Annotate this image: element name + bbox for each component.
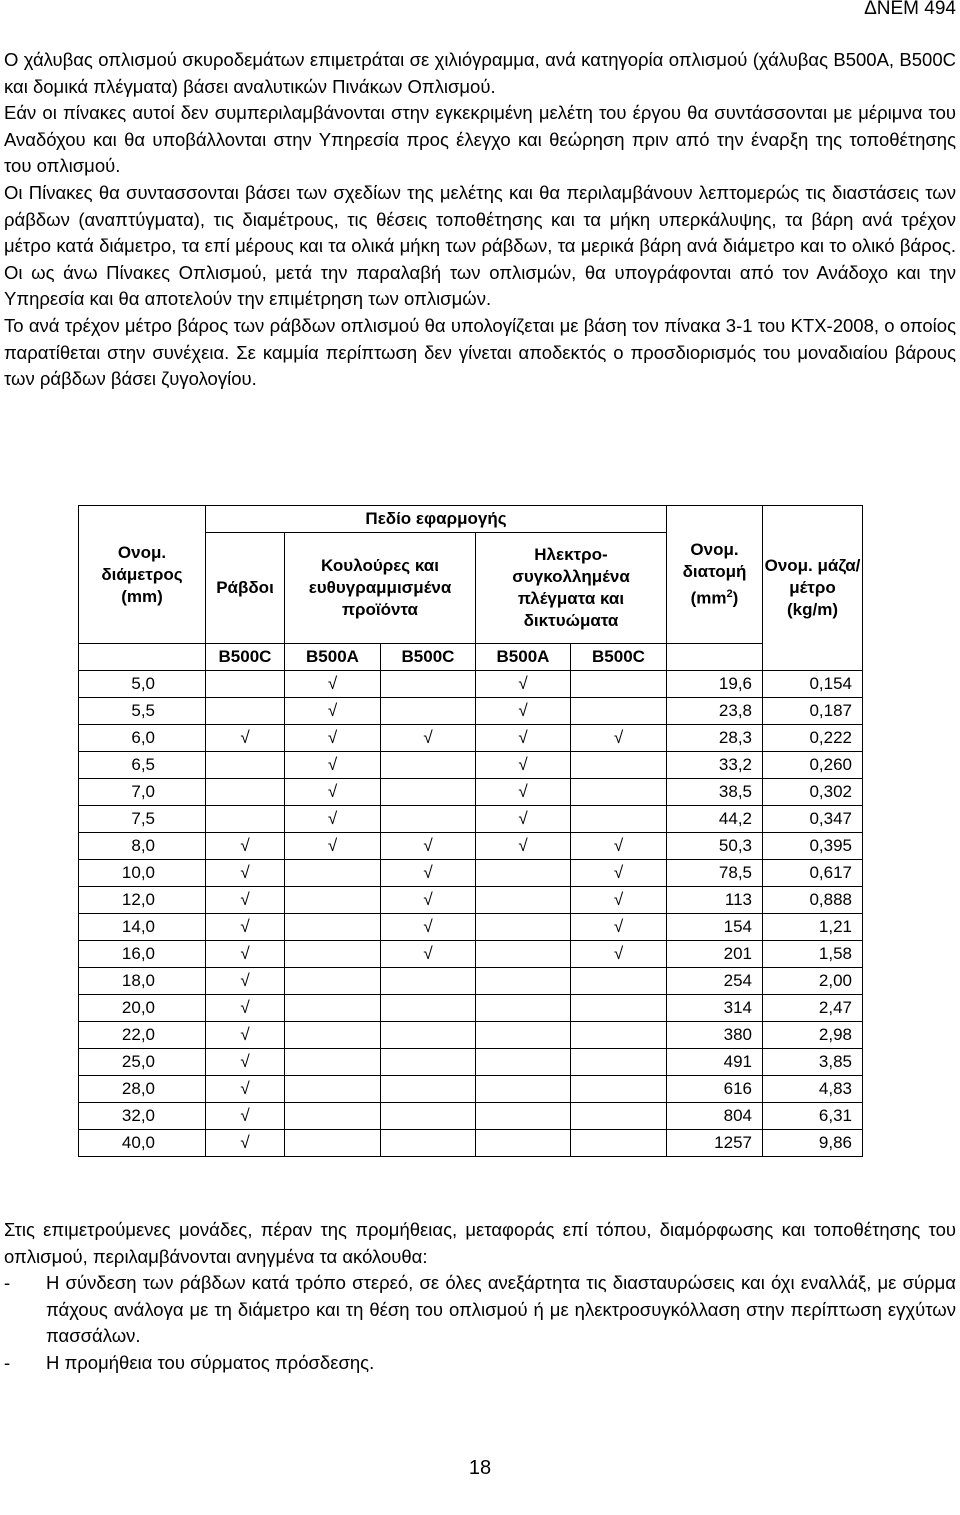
mass-cell: 2,98 [763, 1022, 863, 1049]
diameter-cell: 18,0 [79, 968, 206, 995]
check-cell: √ [381, 833, 476, 860]
mass-cell: 1,58 [763, 941, 863, 968]
check-cell: √ [476, 725, 571, 752]
list-item [4, 1270, 956, 1350]
header-coils: Κουλούρες και ευθυγραμμισμένα προϊόντα [285, 533, 476, 644]
section-cell: 50,3 [667, 833, 763, 860]
diameter-cell: 7,0 [79, 779, 206, 806]
check-cell: √ [206, 1076, 285, 1103]
check-cell: √ [381, 941, 476, 968]
check-cell [571, 779, 667, 806]
paragraph: Εάν οι πίνακες αυτοί δεν συμπεριλαμβάνονται στην εγκεκριμένη μελέτη του έργου θα συντάσσονται με μέριμνα του Αναδόχου και θα υποβάλλονται στην Υπηρεσία προς έλεγχο και θεώρηση πριν από την έναρξη της τοποθέτησης του οπλισμού. [4, 102, 956, 177]
check-cell [381, 1022, 476, 1049]
section-cell: 616 [667, 1076, 763, 1103]
section-cell: 33,2 [667, 752, 763, 779]
mass-cell: 0,222 [763, 725, 863, 752]
check-cell: √ [206, 860, 285, 887]
table-row [79, 1022, 863, 1049]
check-cell: √ [571, 941, 667, 968]
check-cell: √ [476, 671, 571, 698]
table-row [79, 1130, 863, 1157]
check-cell [571, 671, 667, 698]
grade-cell: B500C [571, 644, 667, 671]
check-cell [476, 1076, 571, 1103]
check-cell [381, 968, 476, 995]
diameter-cell: 40,0 [79, 1130, 206, 1157]
check-cell [476, 968, 571, 995]
table-row [79, 779, 863, 806]
check-cell [571, 1022, 667, 1049]
check-cell: √ [206, 941, 285, 968]
section-cell: 38,5 [667, 779, 763, 806]
mass-cell: 0,154 [763, 671, 863, 698]
check-cell [381, 1049, 476, 1076]
table-row [79, 941, 863, 968]
check-cell [571, 968, 667, 995]
notes-intro: Στις επιμετρούμενες μονάδες, πέραν της προμήθειας, μεταφοράς επί τόπου, διαμόρφωσης και τοποθέτησης του οπλισμού, περιλαμβάνονται ανηγμένα τα ακόλουθα: [4, 1219, 956, 1267]
check-cell: √ [381, 887, 476, 914]
mass-cell: 4,83 [763, 1076, 863, 1103]
section-cell: 78,5 [667, 860, 763, 887]
notes [4, 1217, 956, 1377]
diameter-cell: 20,0 [79, 995, 206, 1022]
mass-cell: 1,21 [763, 914, 863, 941]
mass-cell: 0,617 [763, 860, 863, 887]
check-cell: √ [381, 860, 476, 887]
table-row [79, 995, 863, 1022]
check-cell [381, 995, 476, 1022]
section-cell: 28,3 [667, 725, 763, 752]
dash-marker: - [4, 1272, 11, 1294]
list-item-text: Η σύνδεση των ράβδων κατά τρόπο στερεό, σε όλες ανεξάρτητα τις διασταυρώσεις και όχι εναλλάξ, με σύρμα πάχους ανάλογα με τη διάμετρο και τη θέση του οπλισμού ή με ηλεκτροσυγκόλλαση στην περίπτωση εγχύτων πασσάλων. [46, 1272, 956, 1347]
diameter-cell: 32,0 [79, 1103, 206, 1130]
check-cell [285, 941, 381, 968]
diameter-cell: 10,0 [79, 860, 206, 887]
check-cell: √ [285, 779, 381, 806]
header-section-blank [667, 644, 763, 671]
check-cell: √ [285, 806, 381, 833]
check-cell: √ [206, 1130, 285, 1157]
section-cell: 1257 [667, 1130, 763, 1157]
check-cell [285, 968, 381, 995]
check-cell [476, 914, 571, 941]
header-mass: Ονομ. μάζα/ μέτρο (kg/m) [763, 506, 863, 671]
check-cell: √ [571, 725, 667, 752]
mass-cell: 2,47 [763, 995, 863, 1022]
mass-cell: 0,260 [763, 752, 863, 779]
diameter-cell: 5,0 [79, 671, 206, 698]
diameter-cell: 5,5 [79, 698, 206, 725]
table-row [79, 725, 863, 752]
section-cell: 201 [667, 941, 763, 968]
mass-cell: 6,31 [763, 1103, 863, 1130]
paragraph: Ο χάλυβας οπλισμού σκυροδεμάτων επιμετράται σε χιλιόγραμμα, ανά κατηγορία οπλισμού (χάλυβας B500A, B500C και δομικά πλέγματα) βάσει αναλυτικών Πινάκων Οπλισμού. [4, 49, 956, 97]
check-cell [476, 887, 571, 914]
check-cell: √ [571, 887, 667, 914]
grade-cell: B500A [285, 644, 381, 671]
section-cell: 804 [667, 1103, 763, 1130]
check-cell: √ [206, 725, 285, 752]
mass-cell: 0,187 [763, 698, 863, 725]
section-cell: 380 [667, 1022, 763, 1049]
check-cell: √ [206, 833, 285, 860]
check-cell: √ [476, 752, 571, 779]
grade-cell: B500C [381, 644, 476, 671]
check-cell [206, 752, 285, 779]
check-cell [571, 1049, 667, 1076]
check-cell: √ [381, 914, 476, 941]
check-cell [285, 1130, 381, 1157]
check-cell [285, 1049, 381, 1076]
check-cell: √ [476, 779, 571, 806]
table-row [79, 914, 863, 941]
rebar-table [78, 505, 863, 1157]
check-cell [571, 806, 667, 833]
check-cell [476, 995, 571, 1022]
dash-marker: - [4, 1351, 11, 1373]
check-cell [476, 860, 571, 887]
table-row [79, 833, 863, 860]
header-mesh: Ηλεκτρο-συγκολλημένα πλέγματα και δικτυώματα [476, 533, 667, 644]
table-row [79, 698, 863, 725]
check-cell [476, 1049, 571, 1076]
check-cell: √ [285, 752, 381, 779]
check-cell [285, 1076, 381, 1103]
check-cell [381, 1130, 476, 1157]
check-cell [285, 914, 381, 941]
table-row [79, 671, 863, 698]
mass-cell: 9,86 [763, 1130, 863, 1157]
header-field: Πεδίο εφαρμογής [206, 506, 667, 533]
check-cell [206, 806, 285, 833]
table-row [79, 1049, 863, 1076]
check-cell [206, 698, 285, 725]
check-cell [285, 1022, 381, 1049]
diameter-cell: 28,0 [79, 1076, 206, 1103]
table-row [79, 1076, 863, 1103]
table-row [79, 887, 863, 914]
check-cell [285, 1103, 381, 1130]
check-cell: √ [285, 671, 381, 698]
check-cell [381, 698, 476, 725]
table-row [79, 1103, 863, 1130]
check-cell [476, 941, 571, 968]
list-item-text: Η προμήθεια του σύρματος πρόσδεσης. [46, 1351, 375, 1373]
section-cell: 314 [667, 995, 763, 1022]
page-number: 18 [468, 1457, 492, 1479]
check-cell [285, 860, 381, 887]
check-cell: √ [476, 698, 571, 725]
check-cell: √ [285, 725, 381, 752]
diameter-cell: 7,5 [79, 806, 206, 833]
header-section: Ονομ. διατομή $(mm^2)$ [667, 506, 763, 644]
mass-cell: 0,395 [763, 833, 863, 860]
intro-text [4, 47, 956, 393]
check-cell [571, 995, 667, 1022]
header-diameter-blank [79, 644, 206, 671]
diameter-cell: 6,5 [79, 752, 206, 779]
check-cell [571, 1076, 667, 1103]
check-cell [381, 806, 476, 833]
check-cell: √ [206, 968, 285, 995]
check-cell: √ [206, 1022, 285, 1049]
diameter-cell: 6,0 [79, 725, 206, 752]
table-row [79, 752, 863, 779]
check-cell [381, 1076, 476, 1103]
check-cell [285, 887, 381, 914]
check-cell: √ [206, 1103, 285, 1130]
check-cell [571, 1130, 667, 1157]
check-cell [381, 1103, 476, 1130]
mass-cell: 0,888 [763, 887, 863, 914]
check-cell [206, 779, 285, 806]
check-cell: √ [206, 1049, 285, 1076]
paragraph: Το ανά τρέχον μέτρο βάρος των ράβδων οπλισμού θα υπολογίζεται με βάση τον πίνακα 3-1 του ΚΤΧ-2008, ο οποίος παρατίθεται στην συνέχεια. Σε καμμία περίπτωση δεν γίνεται αποδεκτός ο προσδιορισμός του μοναδιαίου βάρους των ράβδων βάσει ζυγολογίου. [4, 314, 956, 390]
section-cell: 19,6 [667, 671, 763, 698]
section-cell: 23,8 [667, 698, 763, 725]
grade-cell: B500C [206, 644, 285, 671]
check-cell: √ [476, 833, 571, 860]
section-cell: 44,2 [667, 806, 763, 833]
mass-cell: 3,85 [763, 1049, 863, 1076]
check-cell [571, 698, 667, 725]
section-cell: 113 [667, 887, 763, 914]
check-cell [476, 1130, 571, 1157]
header-diameter: Ονομ. διάμετρος (mm) [79, 506, 206, 644]
diameter-cell: 16,0 [79, 941, 206, 968]
table-row [79, 968, 863, 995]
grade-cell: B500A [476, 644, 571, 671]
table-row [79, 860, 863, 887]
check-cell: √ [206, 914, 285, 941]
diameter-cell: 12,0 [79, 887, 206, 914]
check-cell [206, 671, 285, 698]
paragraph: Οι Πίνακες θα συντασσονται βάσει των σχεδίων της μελέτης και θα περιλαμβάνουν λεπτομερώς τις διαστάσεις των ράβδων (αναπτύγματα), τις διαμέτρους, τις θέσεις τοποθέτησης και τα μήκη υπερκάλυψης, τα βάρη ανά τρέχον μέτρο κατά διάμετρο, τα επί μέρους και τα ολικά μήκη των ράβδων, τα μερικά βάρη ανά διάμετρο και το ολικό βάρος. Οι ως άνω Πίνακες Οπλισμού, μετά την παραλαβή των οπλισμών, θα υπογράφονται από τον Ανάδοχο και την Υπηρεσία και θα αποτελούν την επιμέτρηση των οπλισμών. [4, 181, 956, 310]
table-row [79, 806, 863, 833]
check-cell [381, 671, 476, 698]
document-code: ΔΝΕΜ 494 [864, 0, 956, 19]
check-cell: √ [571, 914, 667, 941]
mass-cell: 0,347 [763, 806, 863, 833]
check-cell: √ [571, 860, 667, 887]
section-cell: 154 [667, 914, 763, 941]
check-cell [285, 995, 381, 1022]
check-cell [476, 1022, 571, 1049]
check-cell: √ [571, 833, 667, 860]
check-cell: √ [476, 806, 571, 833]
check-cell: √ [285, 833, 381, 860]
section-cell: 254 [667, 968, 763, 995]
mass-cell: 0,302 [763, 779, 863, 806]
diameter-cell: 14,0 [79, 914, 206, 941]
section-cell: 491 [667, 1049, 763, 1076]
check-cell: √ [206, 995, 285, 1022]
check-cell [476, 1103, 571, 1130]
mass-cell: 2,00 [763, 968, 863, 995]
header-bars: Ράβδοι [206, 533, 285, 644]
check-cell [571, 1103, 667, 1130]
check-cell: √ [381, 725, 476, 752]
check-cell [381, 779, 476, 806]
check-cell: √ [285, 698, 381, 725]
diameter-cell: 25,0 [79, 1049, 206, 1076]
check-cell: √ [206, 887, 285, 914]
diameter-cell: 8,0 [79, 833, 206, 860]
list-item [4, 1350, 956, 1377]
check-cell [381, 752, 476, 779]
check-cell [571, 752, 667, 779]
diameter-cell: 22,0 [79, 1022, 206, 1049]
